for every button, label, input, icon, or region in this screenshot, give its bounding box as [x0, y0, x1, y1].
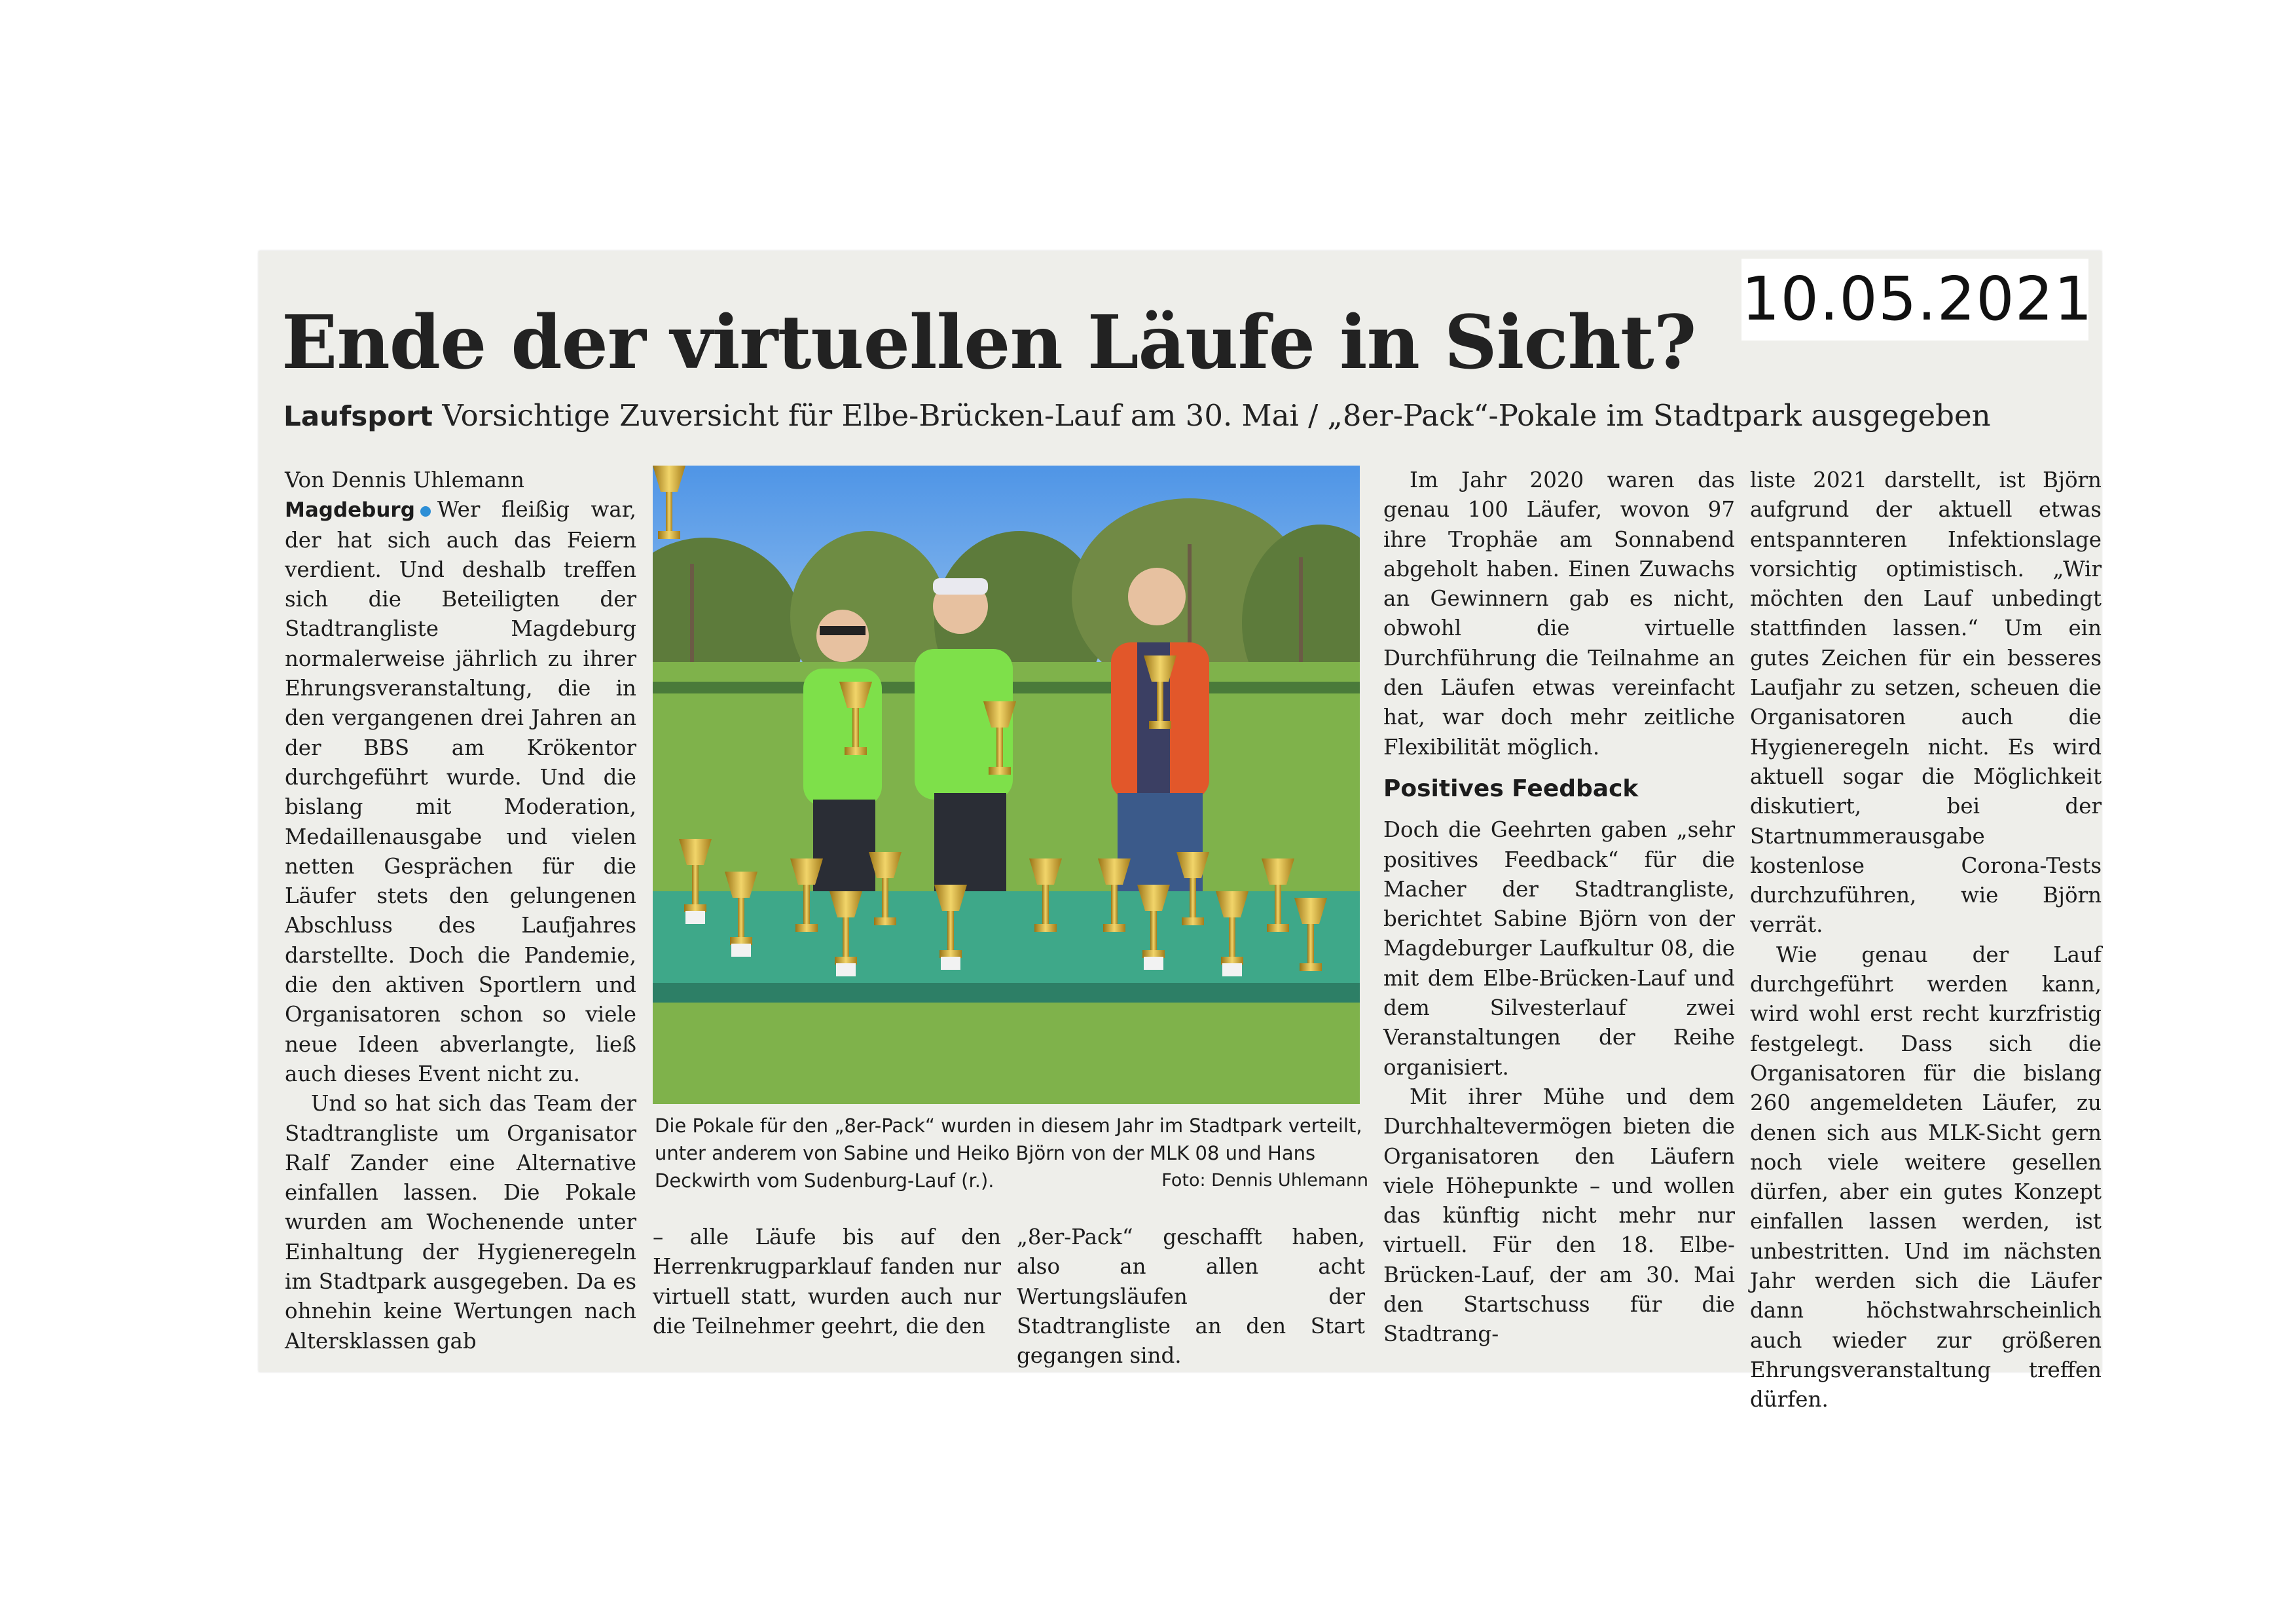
photo-credit: Foto: Dennis Uhlemann [1161, 1170, 1368, 1190]
bullet-dot-icon [420, 506, 431, 517]
article-column-4 [1383, 466, 1735, 1350]
date-stamp-box [1741, 259, 2093, 341]
paragraph: Im Jahr 2020 waren das genau 100 Läufer, wovon 97 ihre Trophäe am Sonnabend abgeholt haben. Einen Zuwachs an Gewinnern gab es nicht, obwohl die virtuelle Durchführung die Teilnahme an den Läufen etwas vereinfacht hat, war doch mehr zeitliche Flexibilität möglich. [1383, 468, 1735, 760]
newspaper-clipping [259, 251, 2102, 1412]
article-column-3 [1017, 1223, 1365, 1371]
lead-paragraph: Magdeburg Wer fleißig war, der hat sich auch das Feiern verdient. Und deshalb treffen sich die Beteiligten der Stadtrangliste Magdeburg normalerweise jährlich zu ihrer Ehrungsveranstaltung, die in den vergangenen drei Jahren an der BBS am Krökentor durchgeführt wurde. Und die bislang mit Moderation, Medaillenausgabe und vielen netten Gesprächen für die Läufer stets den gelungenen Abschluss des Laufjahres darstellte. Doch die Pandemie, die den aktiven Sportlern und Organisatoren schon so viele neue Ideen abverlangte, ließ auch dieses Event nicht zu. [285, 497, 636, 1086]
paragraph: Doch die Geehrten gaben „sehr positives Feedback“ für die Macher der Stadtrangliste, berichtet Sabine Björn von der Magdeburger Laufkultur 08, die mit dem Elbe-Brücken-Lauf und dem Silvesterlauf zwei Veranstaltungen der Reihe organisiert. [1383, 817, 1735, 1080]
paragraph: Mit ihrer Mühe und dem Durchhaltevermögen bieten die Organisatoren den Läufern viele Höhepunkte – und wollen das künftig nicht mehr nur virtuell. Für den 18. Elbe-Brücken-Lauf, der am 30. Mai den Startschuss für die Stadtrang- [1383, 1084, 1735, 1347]
article-column-1 [285, 466, 636, 1356]
photo-caption [655, 1112, 1368, 1194]
paragraph: „8er-Pack“ geschafft haben, also an allen acht Wertungsläufen der Stadtrangliste an den Start gegangen sind. [1017, 1225, 1365, 1369]
section-kicker: Laufsport [283, 400, 433, 432]
paragraph: liste 2021 darstellt, ist Björn aufgrund der aktuell etwas entspannteren Infektionslage vorsichtig optimistisch. „Wir möchten den Lauf unbedingt stattfinden lassen.“ Um ein gutes Zeichen für ein besseres Laufjahr zu setzen, scheuen die Organisatoren auch die Hygieneregeln nicht. Es wird aktuell sogar die Möglichkeit diskutiert, bei der Startnummerausgabe kostenlose Corona-Tests durchzuführen, wie Björn verrät. [1750, 468, 2102, 938]
subheadline [283, 398, 1991, 433]
subheadline-text: Vorsichtige Zuversicht für Elbe-Brücken-Lauf am 30. Mai / „8er-Pack“-Pokale im Stadtpark ausgegeben [442, 398, 1991, 433]
headline: Ende der virtuellen Läufe in Sicht? [282, 300, 1696, 386]
date-stamp: 10.05.2021 [1741, 264, 2093, 334]
paragraph: Wie genau der Lauf durchgeführt werden kann, wird wohl erst recht kurzfristig festgelegt. Dass sich die Organisatoren für die bislang 260 angemeldeten Läufer, zu denen sich aus MLK-Sicht gern noch viele weitere gesellen dürfen, aber ein gutes Konzept einfallen lassen werden, ist unbestritten. Und im nächsten Jahr werden sich die Läufer dann höchstwahrscheinlich auch wieder zur größeren Ehrungsveranstaltung treffen dürfen. [1750, 942, 2102, 1412]
byline: Von Dennis Uhlemann [285, 468, 524, 492]
caption-text: Die Pokale für den „8er-Pack“ wurden in diesem Jahr im Stadtpark verteilt, unter anderem von Sabine und Heiko Björn von der MLK 08 und Hans Deckwirth vom Sudenburg-Lauf (r.). [655, 1115, 1362, 1192]
article-photo [653, 466, 1360, 1104]
paragraph: Und so hat sich das Team der Stadtrangliste um Organisator Ralf Zander eine Alternative einfallen lassen. Die Pokale wurden am Wochenende unter Einhaltung der Hygieneregeln im Stadtpark ausgegeben. Da es ohnehin keine Wertungen nach Altersklassen gab [285, 1091, 636, 1354]
article-column-5 [1750, 466, 2102, 1415]
section-subhead: Positives Feedback [1383, 775, 1639, 802]
paragraph: – alle Läufe bis auf den Herrenkrugparklauf fanden nur virtuell statt, wurden auch nur die Teilnehmer geehrt, die den [653, 1225, 1001, 1338]
photo-trophies-stadtpark [653, 466, 1360, 1104]
article-column-2 [653, 1223, 1001, 1341]
dateline-place: Magdeburg [285, 498, 415, 523]
